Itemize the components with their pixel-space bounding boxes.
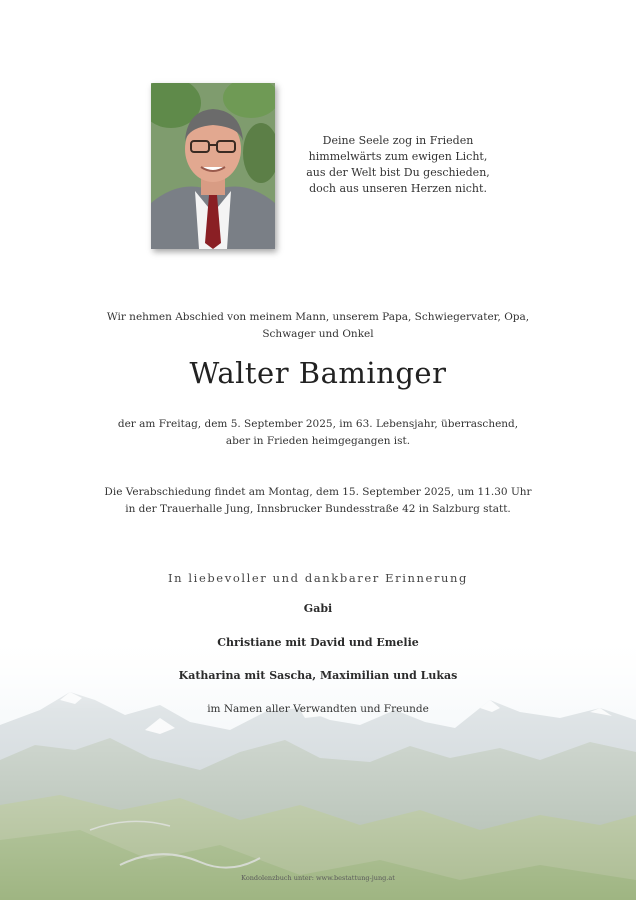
mourner-name: Katharina mit Sascha, Maximilian und Lukas [178, 669, 458, 682]
intro-line: Schwager und Onkel [262, 328, 374, 340]
relatives-line: im Namen aller Verwandten und Freunde [207, 703, 429, 715]
farewell-intro [98, 309, 538, 343]
condolence-book-footer: Kondolenzbuch unter: www.bestattung-jung.at [241, 874, 395, 882]
ceremony-details [88, 484, 548, 518]
deceased-name: Walter Baminger [189, 356, 447, 390]
poem-line: doch aus unseren Herzen nicht. [309, 182, 487, 195]
mourner-name: Gabi [303, 602, 333, 615]
death-notice-line: der am Freitag, dem 5. September 2025, im 63. Lebensjahr, überraschend, [117, 418, 519, 430]
ceremony-line: Die Verabschiedung findet am Montag, dem 15. September 2025, um 11.30 Uhr [104, 486, 532, 498]
portrait-photo [151, 83, 275, 249]
poem-line: aus der Welt bist Du geschieden, [306, 166, 490, 179]
mourner-name: Christiane mit David und Emelie [217, 636, 419, 649]
poem [300, 133, 496, 197]
poem-line: himmelwärts zum ewigen Licht, [308, 150, 488, 163]
death-notice-line: aber in Frieden heimgegangen ist. [225, 435, 411, 447]
memory-heading: In liebevoller und dankbarer Erinnerung [167, 571, 469, 585]
ceremony-line: in der Trauerhalle Jung, Innsbrucker Bundesstraße 42 in Salzburg statt. [125, 503, 511, 515]
poem-line: Deine Seele zog in Frieden [322, 134, 474, 147]
intro-line: Wir nehmen Abschied von meinem Mann, unserem Papa, Schwiegervater, Opa, [106, 311, 530, 323]
death-notice [98, 416, 538, 450]
